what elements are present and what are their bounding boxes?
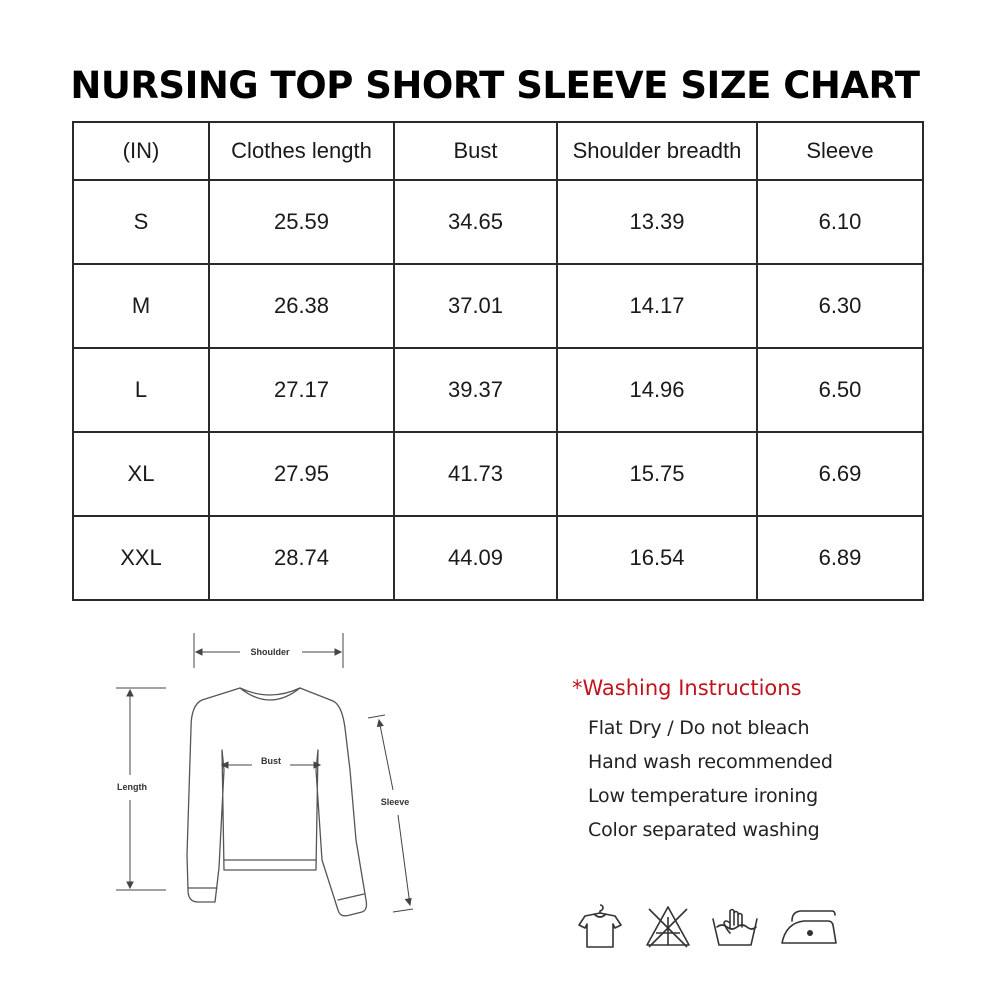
clothes-length-cell: 28.74 — [209, 516, 394, 600]
sleeve-cell: 6.30 — [757, 264, 923, 348]
clothes-length-cell: 25.59 — [209, 180, 394, 264]
size-cell: L — [73, 348, 209, 432]
size-chart-table — [72, 121, 924, 601]
table-row — [73, 348, 923, 432]
sleeve-cell: 6.10 — [757, 180, 923, 264]
shoulder-breadth-cell: 13.39 — [557, 180, 757, 264]
clothes-length-cell: 27.17 — [209, 348, 394, 432]
bust-cell: 41.73 — [394, 432, 557, 516]
shoulder-breadth-cell: 14.96 — [557, 348, 757, 432]
washing-item: Color separated washing — [588, 819, 820, 841]
washing-instructions-title: *Washing Instructions — [572, 676, 802, 700]
washing-item: Low temperature ironing — [588, 785, 819, 807]
washing-item: Flat Dry / Do not bleach — [588, 717, 810, 739]
table-row — [73, 264, 923, 348]
bust-cell: 44.09 — [394, 516, 557, 600]
garment-measurement-diagram — [100, 625, 440, 945]
bust-cell: 37.01 — [394, 264, 557, 348]
do-not-bleach-icon — [643, 901, 693, 951]
low-iron-icon — [778, 901, 840, 951]
size-cell: XL — [73, 432, 209, 516]
sleeve-cell: 6.69 — [757, 432, 923, 516]
collar-line-icon — [240, 688, 300, 700]
header-unit: (IN) — [73, 122, 209, 180]
hand-wash-icon — [710, 901, 760, 951]
sleeve-cell: 6.89 — [757, 516, 923, 600]
sleeve-label: Sleeve — [380, 797, 410, 807]
table-row — [73, 180, 923, 264]
header-shoulder-breadth: Shoulder breadth — [557, 122, 757, 180]
table-header-row — [73, 122, 923, 180]
shoulder-breadth-cell: 16.54 — [557, 516, 757, 600]
sweatshirt-outline-icon — [187, 688, 367, 916]
clothes-length-cell: 26.38 — [209, 264, 394, 348]
washing-instructions — [572, 676, 872, 853]
header-sleeve: Sleeve — [757, 122, 923, 180]
washing-item: Hand wash recommended — [588, 751, 833, 773]
shoulder-label: Shoulder — [250, 647, 290, 657]
bust-cell: 34.65 — [394, 180, 557, 264]
clothes-length-cell: 27.95 — [209, 432, 394, 516]
size-cell: M — [73, 264, 209, 348]
header-clothes-length: Clothes length — [209, 122, 394, 180]
bust-cell: 39.37 — [394, 348, 557, 432]
page-title: NURSING TOP SHORT SLEEVE SIZE CHART — [70, 64, 920, 107]
size-cell: S — [73, 180, 209, 264]
flat-dry-icon — [575, 901, 625, 951]
bust-label: Bust — [261, 756, 281, 766]
table-row — [73, 432, 923, 516]
header-bust: Bust — [394, 122, 557, 180]
shoulder-breadth-cell: 14.17 — [557, 264, 757, 348]
size-cell: XXL — [73, 516, 209, 600]
shoulder-breadth-cell: 15.75 — [557, 432, 757, 516]
sleeve-cell: 6.50 — [757, 348, 923, 432]
length-label: Length — [117, 782, 147, 792]
table-row — [73, 516, 923, 600]
care-icons-row — [575, 898, 840, 953]
